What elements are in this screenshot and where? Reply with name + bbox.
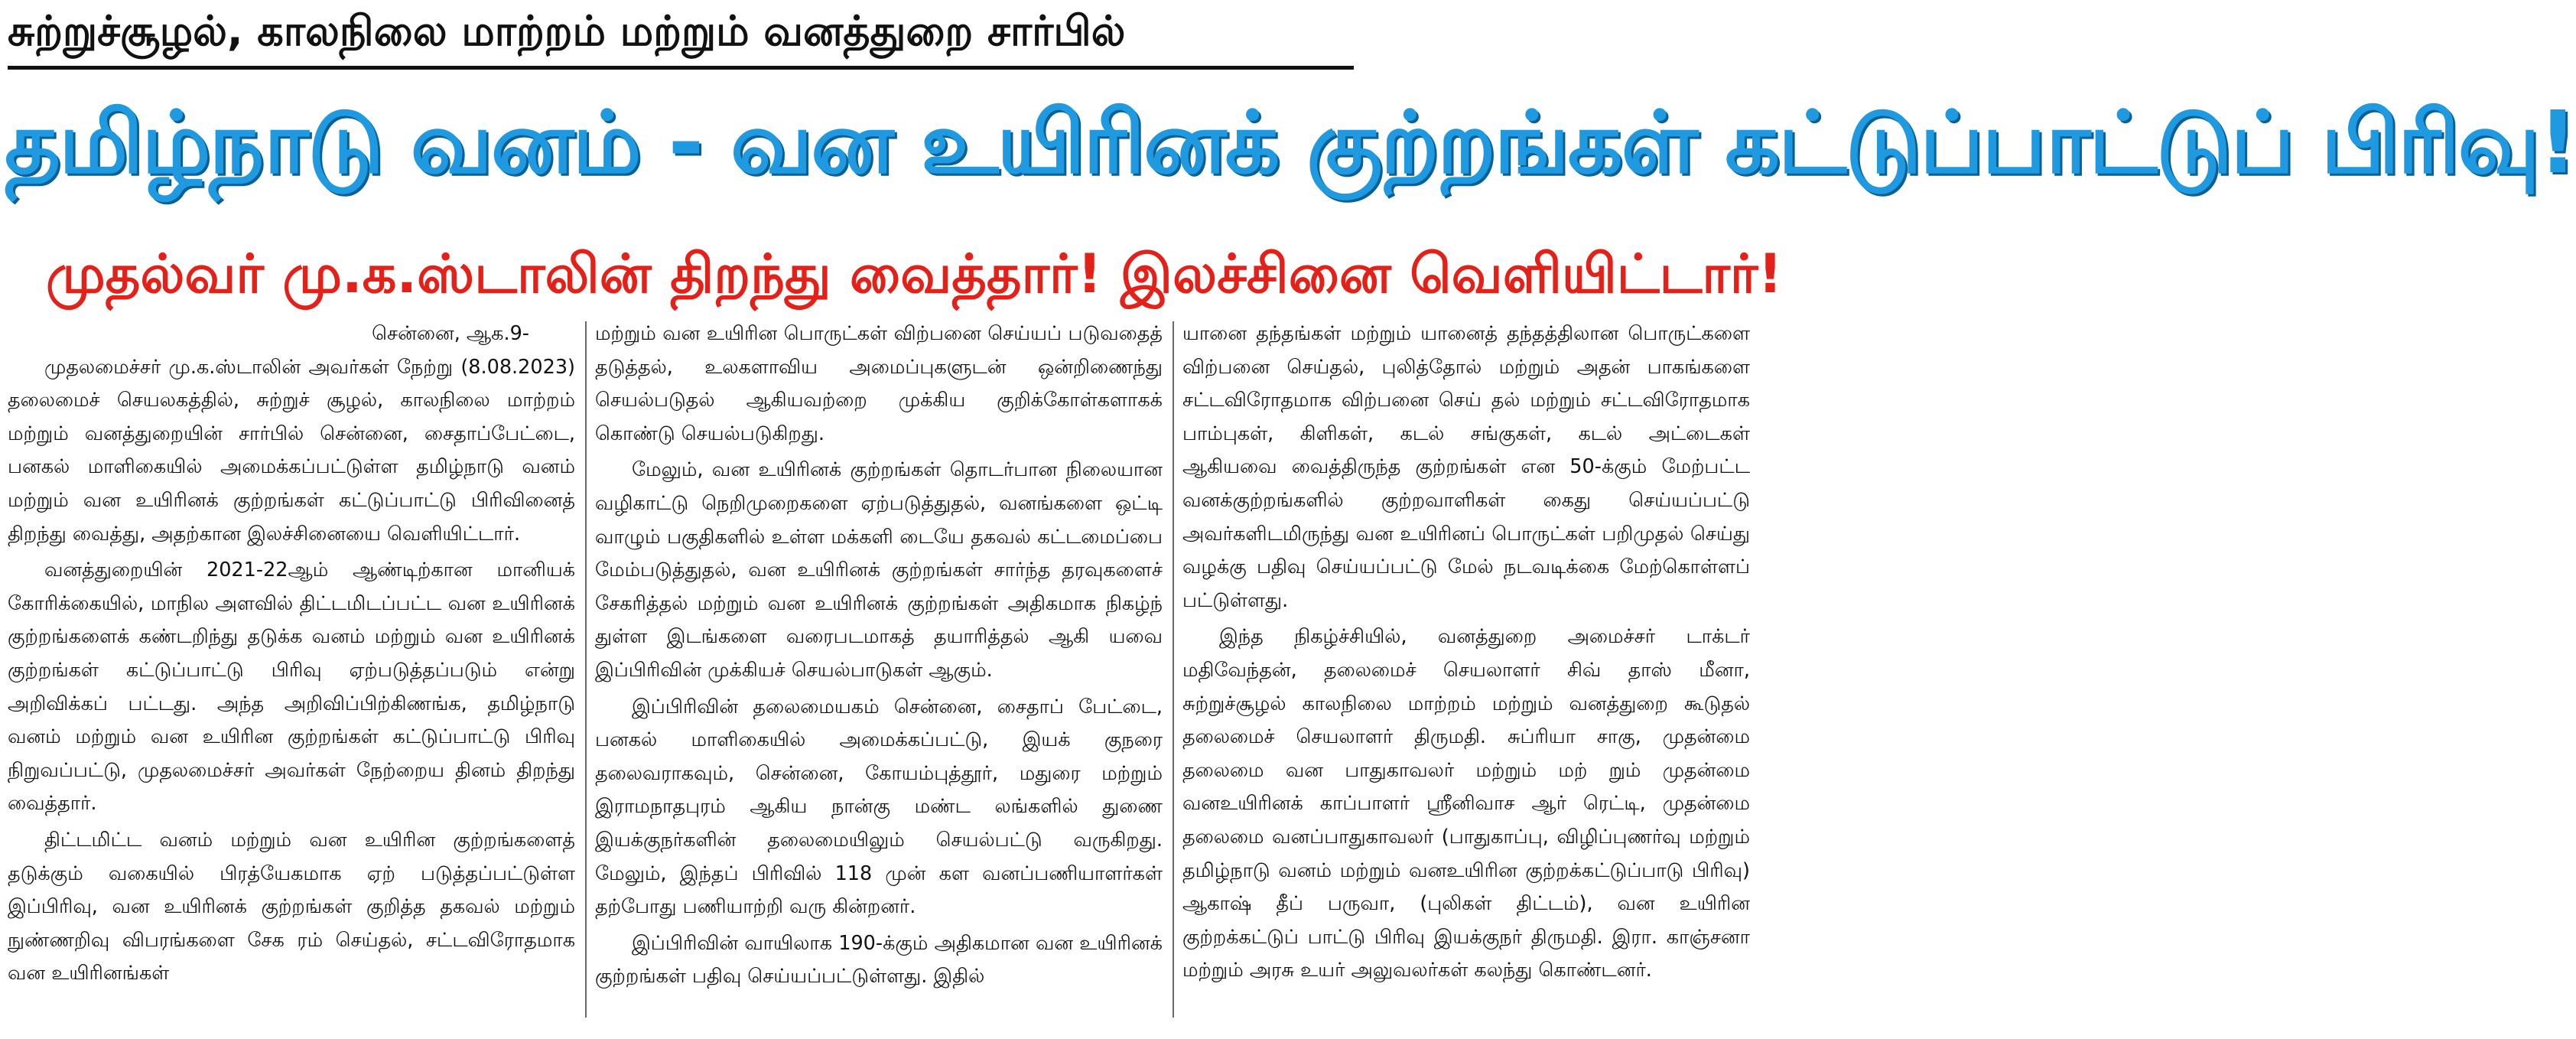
article-column-2	[595, 318, 1163, 1029]
kicker-line: சுற்றுச்சூழல், காலநிலை மாற்றம் மற்றும் வனத்துறை சார்பில்	[8, 7, 1126, 55]
paragraph: யானை தந்தங்கள் மற்றும் யானைத் தந்தத்திலான பொருட்களை விற்பனை செய்தல், புலித்தோல் மற்றும் அதன் பாகங்களை சட்டவிரோதமாக விற்பனை செய் தல் மற்றும் சட்டவிரோதமாக பாம்புகள், கிளிகள், கடல் சங்குகள், கடல் அட்டைகள் ஆகியவை வைத்திருந்த குற்றங்கள் என 50-க்கும் மேற்பட்ட வனக்குற்றங்களில் குற்றவாளிகள் கைது செய்யப்பட்டு அவர்களிடமிருந்து வன உயிரினப் பொருட்கள் பறிமுதல் செய்து வழக்கு பதிவு செய்யப்பட்டு மேல் நடவடிக்கை மேற்கொள்ளப் பட்டுள்ளது.	[1182, 322, 1750, 612]
paragraph: மற்றும் வன உயிரின பொருட்கள் விற்பனை செய்யப் படுவதைத் தடுத்தல், உலகளாவிய அமைப்புகளுடன் ஒன்றிணைந்து செயல்படுதல் ஆகியவற்றை முக்கிய குறிக்கோள்களாகக் கொண்டு செயல்படுகிறது.	[595, 322, 1163, 445]
paragraph: முதலமைச்சர் மு.க.ஸ்டாலின் அவர்கள் நேற்று (8.08.2023) தலைமைச் செயலகத்தில், சுற்றுச் சூழல், காலநிலை மாற்றம் மற்றும் வனத்துறையின் சார்பில் சென்னை, சைதாப்பேட்டை, பனகல் மாளிகையில் அமைக்கப்பட்டுள்ள தமிழ்நாடு வனம் மற்றும் வன உயிரினக் குற்றங்கள் கட்டுப்பாட்டு பிரிவினைத் திறந்து வைத்து, அதற்கான இலச்சினையை வெளியிட்டார்.	[8, 355, 575, 546]
headline: தமிழ்நாடு வனம் - வன உயிரினக் குற்றங்கள் கட்டுப்பாட்டுப் பிரிவு!	[5, 93, 2576, 193]
article-column-3	[1182, 318, 1750, 1029]
column-divider	[585, 321, 587, 1018]
paragraph: மேலும், வன உயிரினக் குற்றங்கள் தொடர்பான நிலையான வழிகாட்டு நெறிமுறைகளை ஏற்படுத்துதல், வனங்களை ஒட்டி வாழும் பகுதிகளில் உள்ள மக்களி டையே தகவல் கட்டமைப்பை மேம்படுத்துதல், வன உயிரினக் குற்றங்கள் சார்ந்த தரவுகளைச் சேகரித்தல் மற்றும் வன உயிரினக் குற்றங்கள் அதிகமாக நிகழ்ந் துள்ள இடங்களை வரைபடமாகத் தயாரித்தல் ஆகி யவை இப்பிரிவின் முக்கியச் செயல்பாடுகள் ஆகும்.	[595, 458, 1163, 682]
paragraph: இப்பிரிவின் வாயிலாக 190-க்கும் அதிகமான வன உயிரினக் குற்றங்கள் பதிவு செய்யப்பட்டுள்ளது. இதில்	[595, 931, 1163, 989]
kicker-underline	[8, 66, 1354, 70]
paragraph: இந்த நிகழ்ச்சியில், வனத்துறை அமைச்சர் டாக்டர் மதிவேந்தன், தலைமைச் செயலாளர் சிவ் தாஸ் மீனா, சுற்றுச்சூழல் காலநிலை மாற்றம் மற்றும் வனத்துறை கூடுதல் தலைமைச் செயலாளர் திருமதி. சுப்ரியா சாகு, முதன்மை தலைமை வன பாதுகாவலர் மற்றும் மற் றும் முதன்மை வனஉயிரினக் காப்பாளர் ஸ்ரீனிவாச ஆர் ரெட்டி, முதன்மை தலைமை வனப்பாதுகாவலர் (பாதுகாப்பு, விழிப்புணர்வு மற்றும் தமிழ்நாடு வனம் மற்றும் வனஉயிரின குற்றக்கட்டுப்பாடு பிரிவு) ஆகாஷ் தீப் பருவா, (புலிகள் திட்டம்), வன உயிரின குற்றக்கட்டுப் பாட்டு பிரிவு இயக்குநர் திருமதி. இரா. காஞ்சனா மற்றும் அரசு உயர் அலுவலர்கள் கலந்து கொண்டனர்.	[1182, 625, 1750, 982]
paragraph: திட்டமிட்ட வனம் மற்றும் வன உயிரின குற்றங்களைத் தடுக்கும் வகையில் பிரத்யேகமாக ஏற் படுத்தப்பட்டுள்ள இப்பிரிவு, வன உயிரினக் குற்றங்கள் குறித்த தகவல் மற்றும் நுண்ணறிவு விபரங்களை சேக ரம் செய்தல், சட்டவிரோதமாக வன உயிரினங்கள்	[8, 828, 575, 985]
paragraph: இப்பிரிவின் தலைமையகம் சென்னை, சைதாப் பேட்டை, பனகல் மாளிகையில் அமைக்கப்பட்டு, இயக் குநரை தலைவராகவும், சென்னை, கோயம்புத்தூர், மதுரை மற்றும் இராமநாதபுரம் ஆகிய நான்கு மண்ட லங்களில் துணை இயக்குநர்களின் தலைமையிலும் செயல்பட்டு வருகிறது. மேலும், இந்தப் பிரிவில் 118 முன் கள வனப்பணியாளர்கள் தற்போது பணியாற்றி வரு கின்றனர்.	[595, 695, 1163, 919]
paragraph: வனத்துறையின் 2021-22ஆம் ஆண்டிற்கான மானியக் கோரிக்கையில், மாநில அளவில் திட்டமிடப்பட்ட வன உயிரினக் குற்றங்களைக் கண்டறிந்து தடுக்க வனம் மற்றும் வன உயிரினக் குற்றங்கள் கட்டுப்பாட்டு பிரிவு ஏற்படுத்தப்படும் என்று அறிவிக்கப் பட்டது. அந்த அறிவிப்பிற்கிணங்க, தமிழ்நாடு வனம் மற்றும் வன உயிரின குற்றங்கள் கட்டுப்பாட்டு பிரிவு நிறுவப்பட்டு, முதலமைச்சர் அவர்கள் நேற்றைய தினம் திறந்து வைத்தார்.	[8, 559, 575, 816]
article-column-1	[8, 318, 575, 1029]
subheadline: முதல்வர் மு.க.ஸ்டாலின் திறந்து வைத்தார்! இலச்சினை வெளியிட்டார்!	[46, 243, 1783, 305]
column-divider	[1173, 321, 1174, 1018]
dateline: சென்னை, ஆக.9-	[372, 322, 529, 345]
